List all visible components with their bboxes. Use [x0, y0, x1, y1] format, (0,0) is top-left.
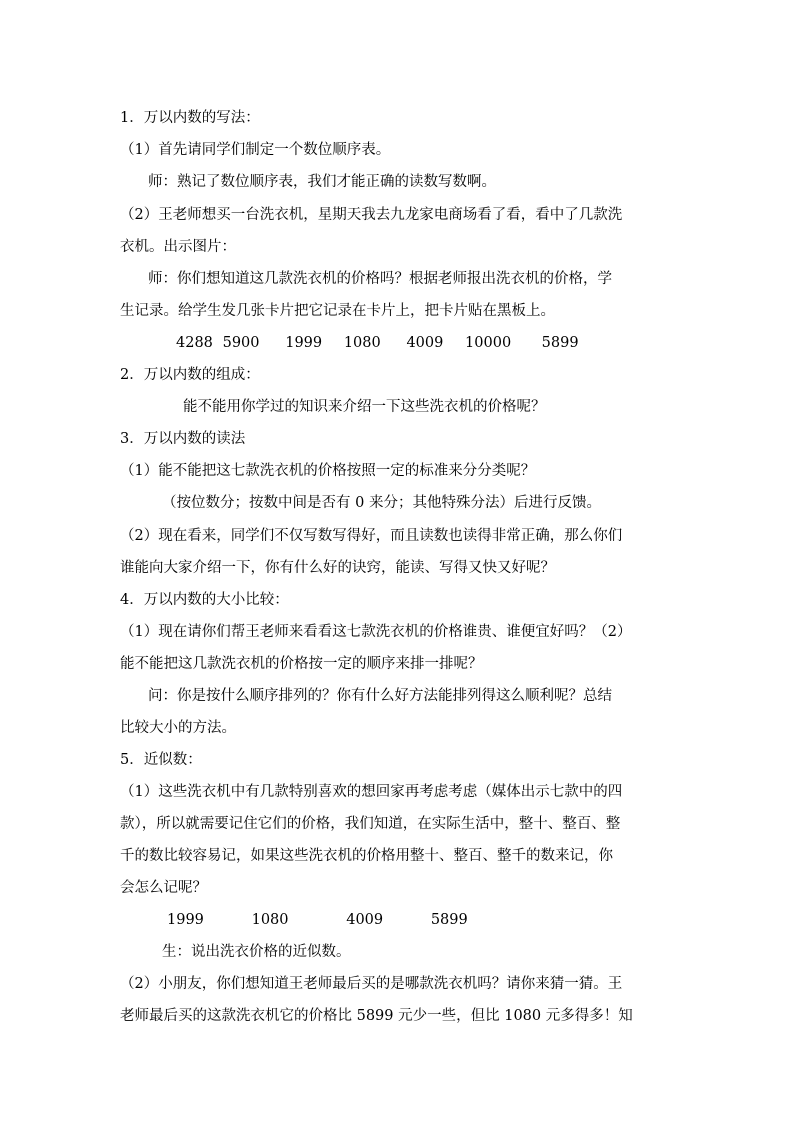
paragraph: （1）这些洗衣机中有几款特别喜欢的想回家再考虑考虑（媒体出示七款中的四: [120, 784, 623, 800]
paragraph: 能不能用你学过的知识来介绍一下这些洗衣机的价格呢？: [183, 399, 546, 415]
paragraph: 款），所以就需要记住它们的价格，我们知道，在实际生活中，整十、整百、整: [120, 816, 621, 832]
paragraph: 会怎么记呢？: [120, 880, 207, 896]
paragraph: 千的数比较容易记，如果这些洗衣机的价格用整十、整百、整千的数来记，你: [120, 848, 613, 864]
paragraph: 生记录。给学生发几张卡片把它记录在卡片上，把卡片贴在黑板上。: [120, 303, 555, 319]
paragraph: 问：你是按什么顺序排列的？你有什么好方法能排列得这么顺利呢？总结: [148, 688, 612, 704]
paragraph: 谁能向大家介绍一下，你有什么好的诀窍，能读、写得又快又好呢？: [120, 560, 555, 576]
price-list: [176, 333, 582, 353]
paragraph: （2）王老师想买一台洗衣机，星期天我去九龙家电商场看了看，看中了几款洗: [120, 207, 623, 223]
price-value: 1999: [285, 335, 323, 351]
paragraph: （按位数分；按数中间是否有 0 来分；其他特殊分法）后进行反馈。: [162, 495, 601, 511]
paragraph: （2）小朋友，你们想知道王老师最后买的是哪款洗衣机吗？请你来猜一猜。王: [120, 976, 623, 992]
heading-writing: 1．万以内数的写法：: [120, 110, 260, 126]
heading-comparison: 4．万以内数的大小比较：: [120, 592, 289, 608]
price-value: 1999: [167, 912, 204, 928]
paragraph: 生：说出洗衣价格的近似数。: [162, 944, 351, 960]
heading-approximation: 5．近似数：: [120, 752, 202, 768]
paragraph: 比较大小的方法。: [120, 720, 236, 736]
paragraph: 能不能把这几款洗衣机的价格按一定的顺序来排一排呢？: [120, 656, 483, 672]
selected-price-list: [167, 910, 471, 930]
price-value: 5899: [430, 912, 468, 928]
price-value: 4288: [176, 335, 213, 351]
paragraph: 师：熟记了数位顺序表，我们才能正确的读数写数啊。: [148, 174, 496, 190]
price-value: 1080: [251, 912, 289, 928]
heading-reading: 3．万以内数的读法: [120, 431, 246, 447]
heading-composition: 2．万以内数的组成：: [120, 367, 260, 383]
price-value: 10000: [465, 335, 512, 351]
paragraph: 师：你们想知道这几款洗衣机的价格吗？根据老师报出洗衣机的价格，学: [148, 271, 612, 287]
paragraph: （1）能不能把这七款洗衣机的价格按照一定的标准来分分类呢？: [120, 463, 536, 479]
price-value: 4009: [346, 912, 384, 928]
paragraph: （1）首先请同学们制定一个数位顺序表。: [120, 142, 391, 158]
paragraph: （2）现在看来，同学们不仅写数写得好，而且读数也读得非常正确，那么你们: [120, 528, 623, 544]
paragraph: （1）现在请你们帮王老师来看看这七款洗衣机的价格谁贵、谁便宜好吗？（2）: [120, 624, 632, 640]
paragraph: 衣机。出示图片：: [120, 239, 236, 255]
price-value: 4009: [406, 335, 444, 351]
price-value: 5900: [222, 335, 260, 351]
paragraph: 老师最后买的这款洗衣机它的价格比 5899 元少一些，但比 1080 元多得多！知: [120, 1008, 633, 1024]
price-value: 5899: [541, 335, 579, 351]
price-value: 1080: [343, 335, 381, 351]
